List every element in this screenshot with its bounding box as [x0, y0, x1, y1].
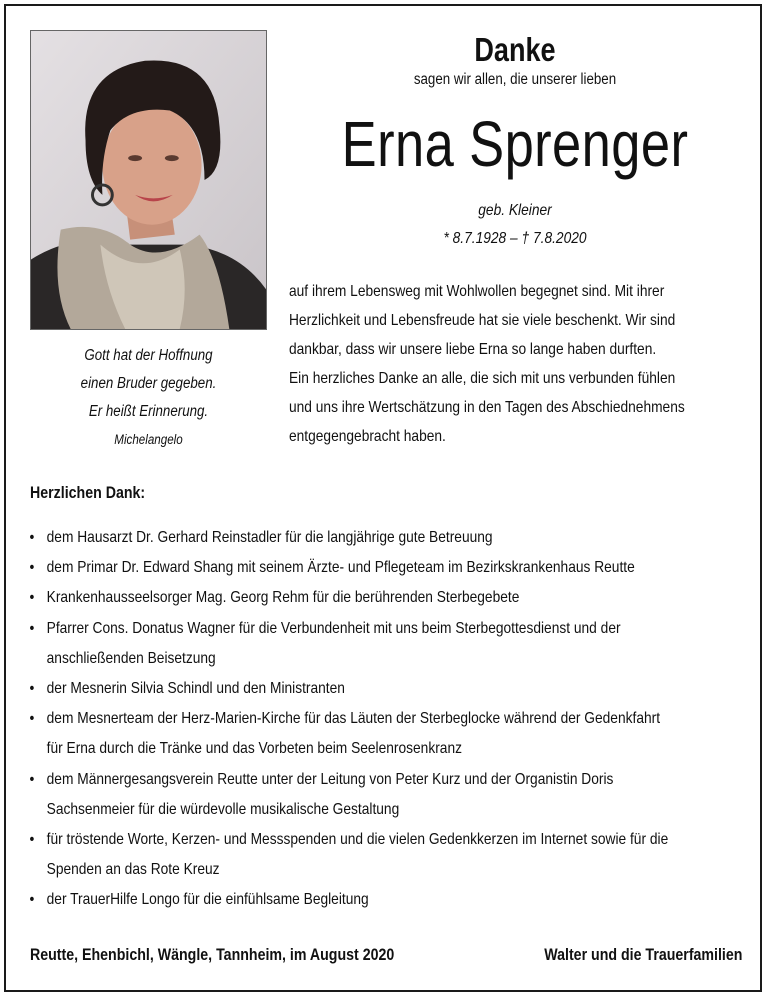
portrait-photo	[30, 30, 267, 330]
list-item-line: Spenden an das Rote Kreuz	[46, 861, 220, 879]
list-item	[26, 825, 731, 885]
bullet-icon: •	[29, 680, 35, 698]
signature: Walter und die Trauerfamilien	[543, 946, 742, 964]
body-line: Herzlichkeit und Lebensfreude hat sie viele beschenkt. Wir sind	[289, 312, 676, 329]
quote-line: Er heißt Erinnerung.	[88, 403, 209, 420]
page-title: Danke	[474, 31, 556, 68]
list-item	[26, 553, 731, 583]
body-line: entgegengebracht haben.	[289, 428, 446, 445]
list-item	[26, 614, 731, 674]
list-item	[26, 523, 731, 553]
list-item-line: Krankenhausseelsorger Mag. Georg Rehm für die berührenden Sterbegebete	[46, 589, 520, 607]
list-item-line: der TrauerHilfe Longo für die einfühlsame Begleitung	[46, 891, 369, 909]
body-line: dankbar, dass wir unsere liebe Erna so lange haben durften.	[289, 341, 657, 358]
list-item-line: dem Männergesangsverein Reutte unter der Leitung von Peter Kurz und der Organistin Doris	[46, 770, 614, 788]
header-block	[280, 30, 750, 250]
list-item-line: dem Primar Dr. Edward Shang mit seinem Ärzte- und Pflegeteam im Bezirkskrankenhaus Reutte	[46, 559, 635, 577]
thanks-heading: Herzlichen Dank:	[30, 484, 146, 502]
body-line: und uns ihre Wertschätzung in den Tagen des Abschiednehmens	[289, 399, 685, 416]
thanks-list	[26, 523, 731, 916]
list-item	[26, 674, 731, 704]
list-item	[26, 704, 731, 764]
list-item	[26, 885, 731, 915]
bullet-icon: •	[29, 589, 35, 607]
bullet-icon: •	[29, 529, 35, 546]
life-dates: * 8.7.1928 – † 7.8.2020	[443, 230, 587, 247]
list-item-line: Sachsenmeier für die würdevolle musikalische Gestaltung	[46, 800, 400, 818]
list-item-line: Pfarrer Cons. Donatus Wagner für die Verbundenheit mit uns beim Sterbegottesdienst und der	[46, 619, 621, 637]
list-item-line: der Mesnerin Silvia Schindl und den Ministranten	[46, 680, 345, 698]
list-item-line: dem Mesnerteam der Herz-Marien-Kirche für das Läuten der Sterbeglocke während der Gedenkfahrt	[46, 710, 661, 728]
quote-line: Gott hat der Hoffnung	[84, 347, 213, 364]
quote-line: einen Bruder gegeben.	[80, 375, 217, 392]
body-line: auf ihrem Lebensweg mit Wohlwollen begegnet sind. Mit ihrer	[289, 283, 665, 300]
list-item-line: anschließenden Beisetzung	[46, 649, 216, 667]
bullet-icon: •	[29, 710, 35, 728]
place-date: Reutte, Ehenbichl, Wängle, Tannheim, im August 2020	[30, 946, 395, 964]
bullet-icon: •	[29, 559, 35, 577]
bullet-icon: •	[29, 770, 35, 788]
deceased-name: Erna Sprenger	[341, 108, 689, 180]
list-item-line: für tröstende Worte, Kerzen- und Messspenden und die vielen Gedenkkerzen im Internet sowie für die	[46, 831, 669, 849]
list-item	[26, 583, 731, 613]
subtitle: sagen wir allen, die unserer lieben	[413, 71, 617, 88]
bullet-icon: •	[29, 891, 35, 909]
body-paragraph	[289, 277, 693, 451]
bullet-icon: •	[29, 619, 35, 637]
list-item-line: für Erna durch die Tränke und das Vorbeten beim Seelenrosenkranz	[46, 740, 462, 758]
quote-author: Michelangelo	[114, 432, 183, 447]
list-item-line: dem Hausarzt Dr. Gerhard Reinstadler für die langjährige gute Betreuung	[46, 529, 493, 546]
bullet-icon: •	[29, 831, 35, 849]
list-item	[26, 765, 731, 825]
maiden-name: geb. Kleiner	[478, 202, 552, 219]
body-line: Ein herzliches Danke an alle, die sich mit uns verbunden fühlen	[289, 370, 676, 387]
quote-block	[47, 342, 251, 454]
